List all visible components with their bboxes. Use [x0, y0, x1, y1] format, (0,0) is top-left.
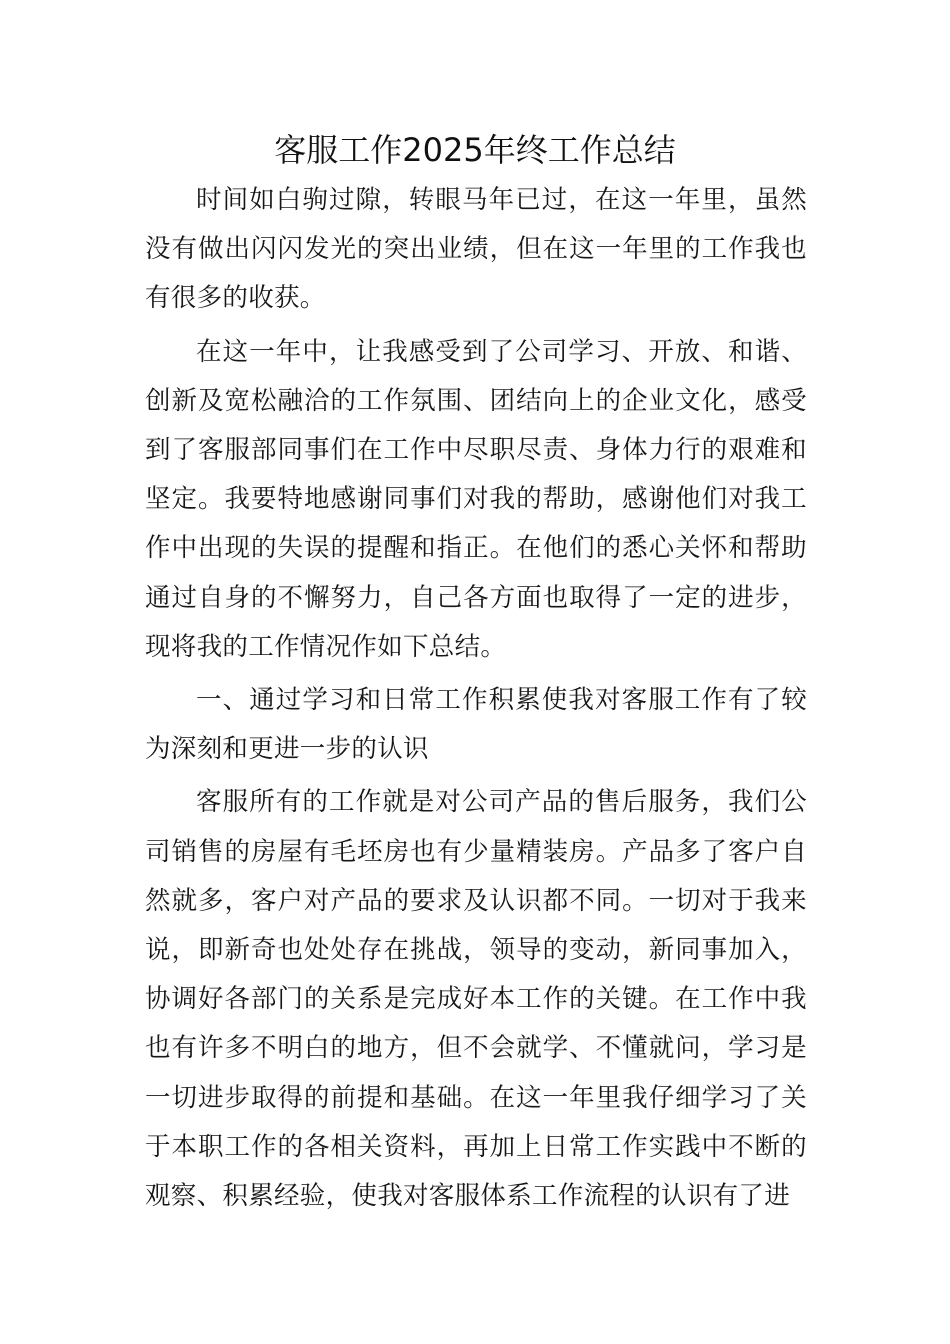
- paragraph-section-1: 客服所有的工作就是对公司产品的售后服务，我们公司销售的房屋有毛坯房也有少量精装房。产品多了客户自然就多，客户对产品的要求及认识都不同。一切对于我来说，即新奇也处处存在挑战，领导的变动，新同事加入，协调好各部门的关系是完成好本工作的关键。在工作中我也有许多不明白的地方，但不会就学、不懂就问，学习是一切进步取得的前提和基础。在这一年里我仔细学习了关于本职工作的各相关资料，再加上日常工作实践中不断的观察、积累经验，使我对客服体系工作流程的认识有了进: [145, 787, 807, 1212]
- paragraph-intro: 时间如白驹过隙，转眼马年已过，在这一年里，虽然没有做出闪闪发光的突出业绩，但在这一年里的工作我也有很多的收获。: [145, 185, 807, 314]
- document-body: [145, 176, 807, 1225]
- paragraph-thanks: 在这一年中，让我感受到了公司学习、开放、和谐、创新及宽松融洽的工作氛围、团结向上的企业文化，感受到了客服部同事们在工作中尽职尽责、身体力行的艰难和坚定。我要特地感谢同事们对我的帮助，感谢他们对我工作中出现的失误的提醒和指正。在他们的悉心关怀和帮助通过自身的不懈努力，自己各方面也取得了一定的进步，现将我的工作情况作如下总结。: [145, 336, 807, 662]
- document-title: 客服工作2025年终工作总结: [274, 131, 676, 169]
- section-heading-1: 一、通过学习和日常工作积累使我对客服工作有了较为深刻和更进一步的认识: [145, 685, 807, 765]
